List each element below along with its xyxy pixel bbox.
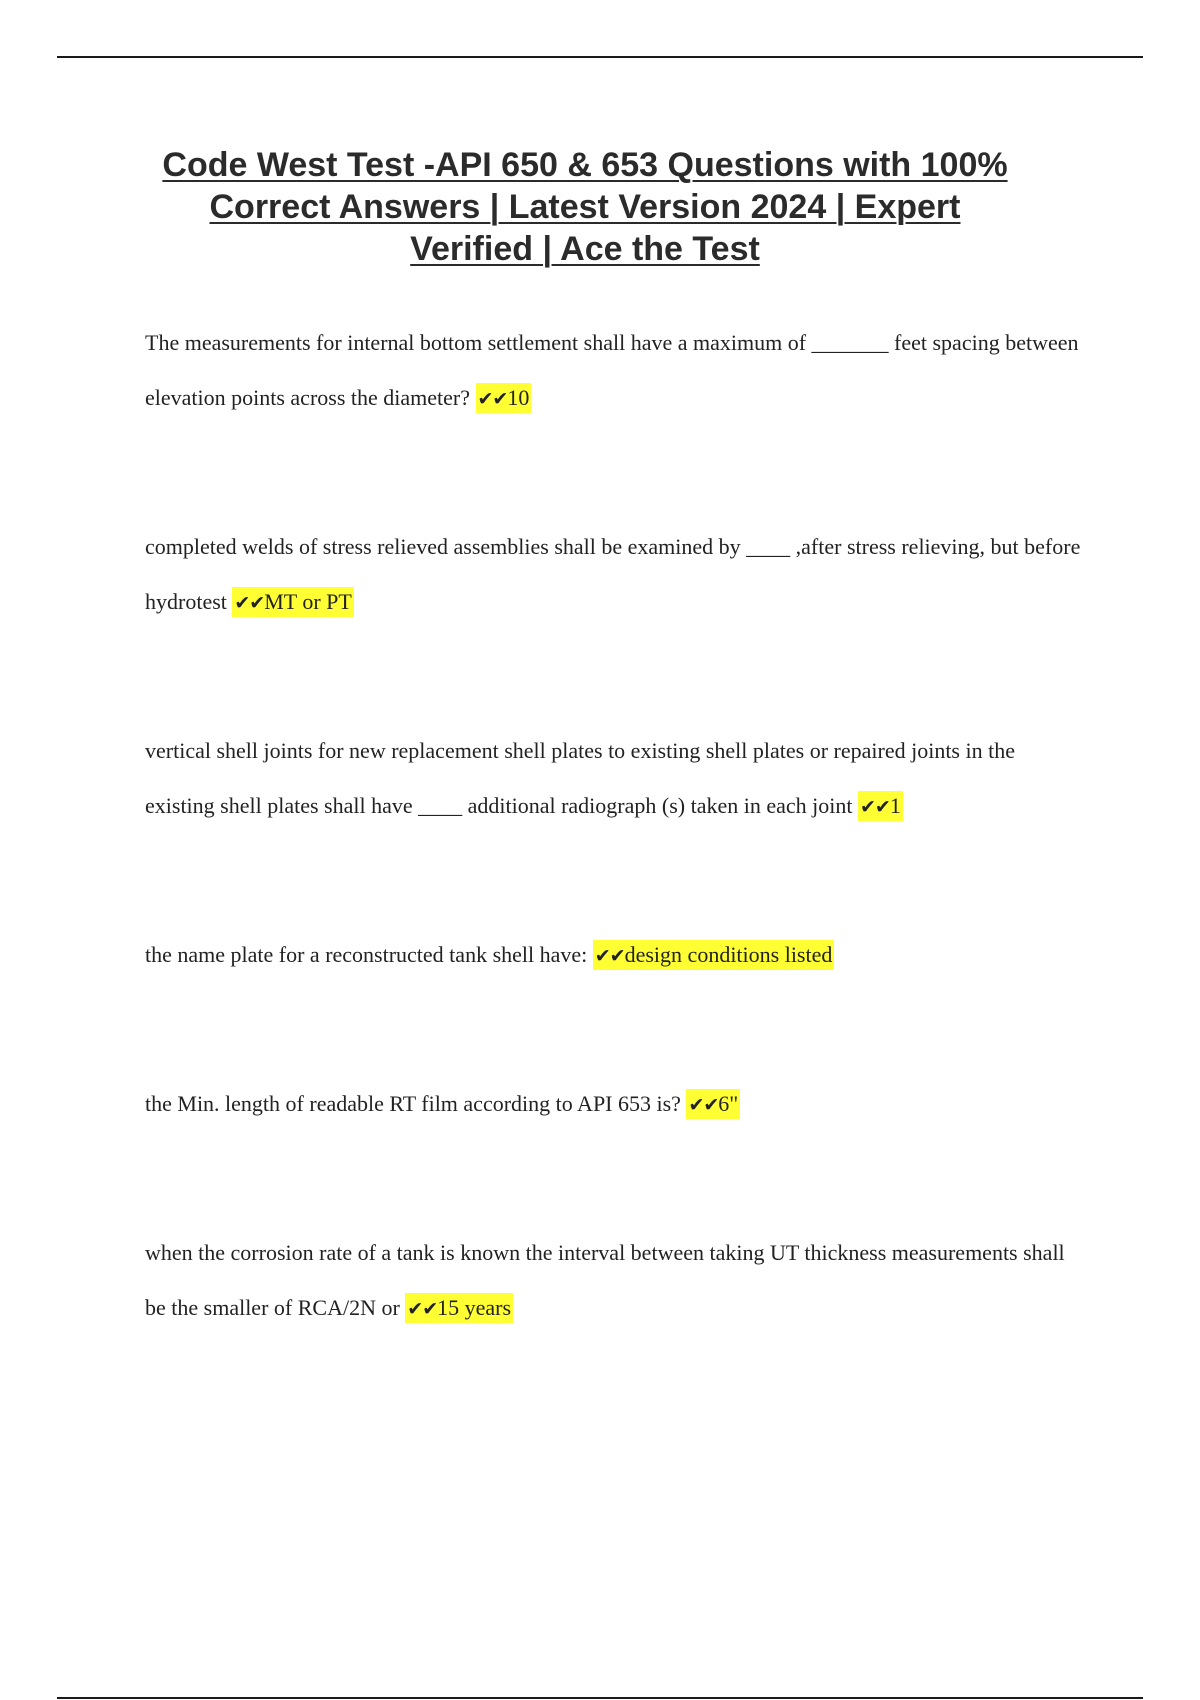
check-icon: ✔✔ [234,592,265,614]
question-text: the name plate for a reconstructed tank shell have: [145,942,588,967]
answer-text: design conditions listed [624,942,833,967]
qa-item-3 [145,723,1085,835]
question-text: the Min. length of readable RT film according to API 653 is? [145,1091,681,1116]
qa-item-6 [145,1225,1085,1337]
answer-text: 1 [889,793,901,818]
answer-highlight [476,383,532,413]
check-icon: ✔✔ [477,388,508,410]
footer-rule [57,1697,1143,1699]
qa-item-1 [145,315,1085,427]
question-text: The measurements for internal bottom settlement shall have a maximum of _______ feet spacing between elevation points across the diameter? [145,330,1079,410]
answer-highlight [405,1293,513,1323]
answer-text: 10 [507,385,530,410]
qa-item-4 [145,927,1085,984]
answer-text: 15 years [437,1295,512,1320]
answer-highlight [593,940,835,970]
qa-item-2 [145,519,1085,631]
answer-highlight [686,1089,740,1119]
answer-text: MT or PT [264,589,352,614]
answer-highlight [858,791,903,821]
check-icon: ✔✔ [407,1298,438,1320]
check-icon: ✔✔ [594,945,625,967]
qa-item-5 [145,1076,1085,1133]
header-rule [57,56,1143,58]
document-title: Code West Test -API 650 & 653 Questions with 100% Correct Answers | Latest Version 2024 | Expert Verified | Ace the Test [162,146,1008,268]
question-text: when the corrosion rate of a tank is known the interval between taking UT thickness measurements shall be the smaller of RCA/2N or [145,1240,1065,1320]
answer-text: 6" [718,1091,739,1116]
question-text: vertical shell joints for new replacement shell plates to existing shell plates or repaired joints in the existing shell plates shall have ____ additional radiograph (s) taken in each joint [145,738,1015,818]
answer-highlight [232,587,353,617]
question-text: completed welds of stress relieved assemblies shall be examined by ____ ,after stress relieving, but before hydrotest [145,534,1081,614]
check-icon: ✔✔ [859,796,890,818]
check-icon: ✔✔ [688,1094,719,1116]
